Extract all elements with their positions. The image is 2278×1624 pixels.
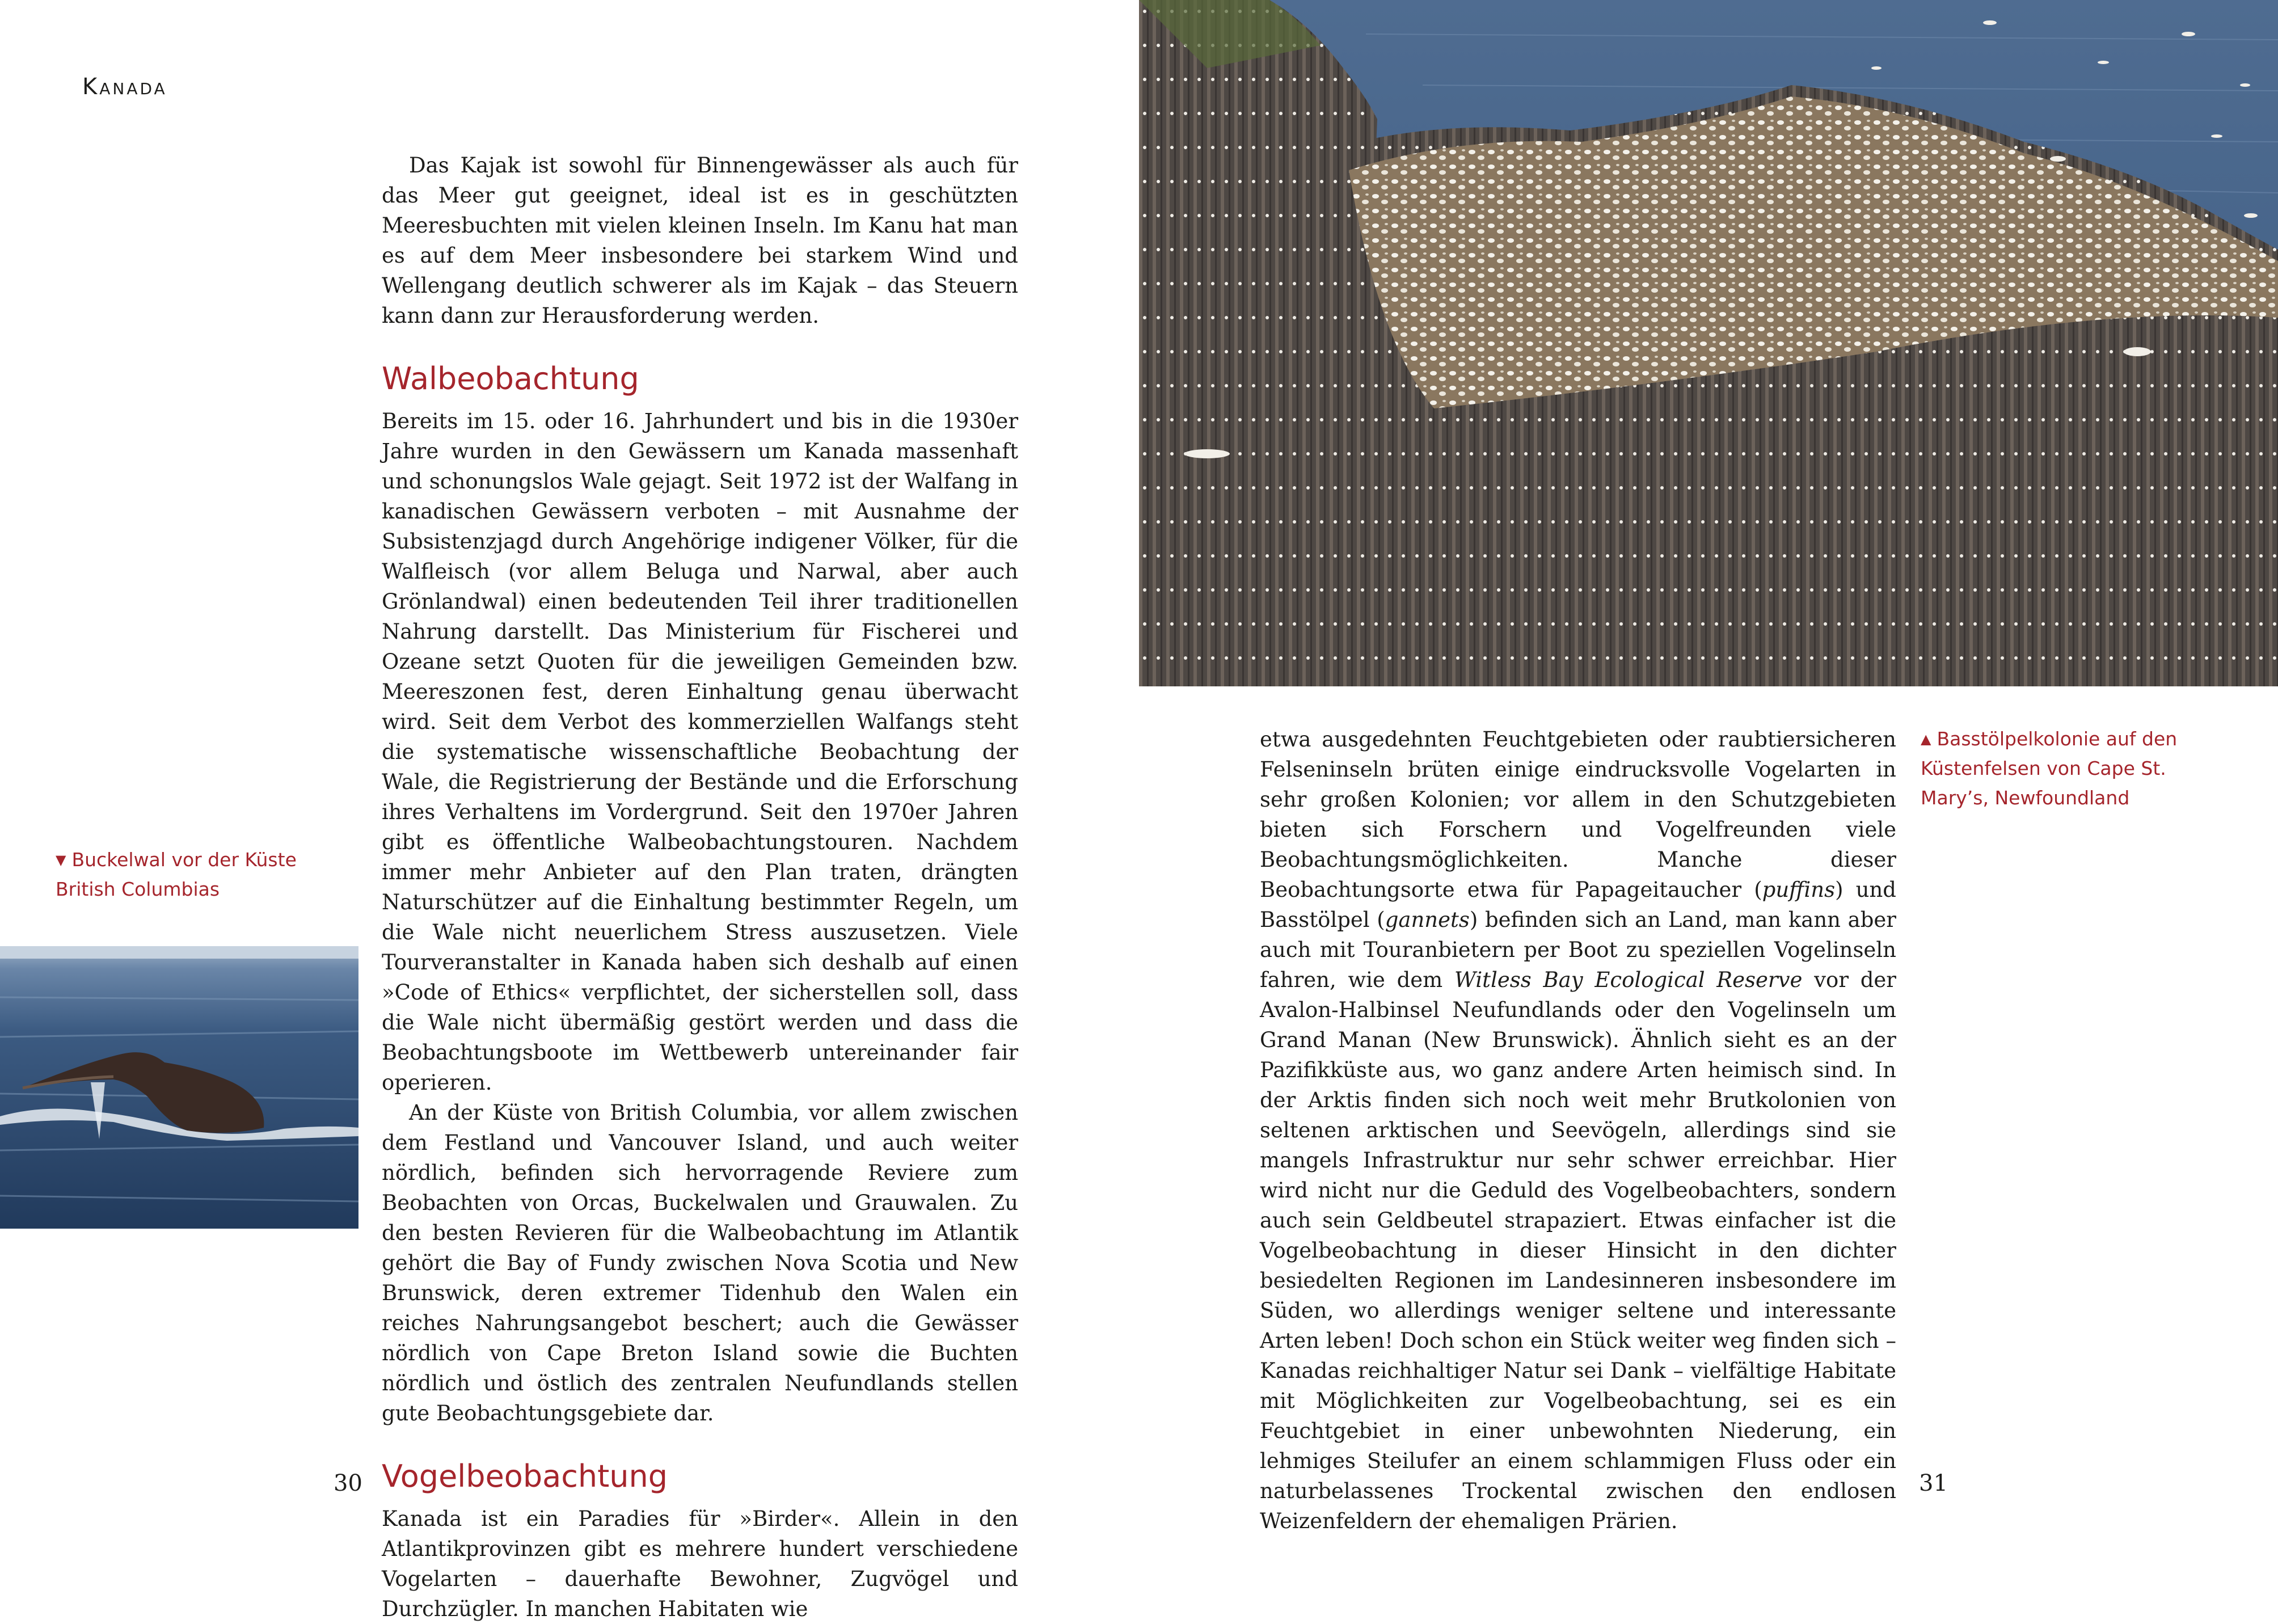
whale-paragraph-1: Bereits im 15. oder 16. Jahrhundert und bis in die 1930er Jahre wurden in den Gewässern um Kanada massenhaft und schonungslos Wale gejagt. Seit 1972 ist der Walfang in kanadischen Gewässern verboten – mit Ausnahme der Subsistenzjagd durch Angehörige indigener Völker, für die Walfleisch (vor allem Beluga und Narwal, aber auch Grönlandwal) einen bedeutenden Teil ihrer traditionellen Nahrung darstellt. Das Ministerium für Fischerei und Ozeane setzt Quoten für die jeweiligen Gemeinden bzw. Meereszonen fest, deren Einhaltung genau überwacht wird. Seit dem Verbot des kommerziellen Walfangs steht die systematische wissenschaftliche Beobachtung der Wale, die Registrierung der Bestände und die Erforschung ihres Verhaltens im Vordergrund. Seit den 1970er Jahren gibt es öffentliche Walbeobachtungstouren. Nachdem immer mehr Anbieter auf den Plan traten, drängten Naturschützer auf die Einhaltung bestimmter Regeln, um die Wale nicht neuerlichem Stress auszusetzen. Viele Tourveranstalter in Kanada haben sich deshalb auf einen »Code of Ethics« verpflichtet, der sicherstellen soll, dass die Wale nicht übermäßig gestört werden und dass die Beobachtungsboote im Wettbewerb untereinander fair operieren. — [382, 409, 1018, 1095]
gannets-term: gannets — [1385, 908, 1470, 932]
intro-paragraph: Das Kajak ist sowohl für Binnengewässer als auch für das Meer gut geeignet, ideal ist es in geschützten Meeresbuchten mit vielen kleinen Inseln. Im Kanu hat man es auf dem Meer insbesondere bei starkem Wind und Wellengang deutlich schwerer als im Kajak – das Steuern kann dann zur Herausforderung werden. — [382, 153, 1018, 328]
birds-text-part-3: ) befinden sich an Land, man kann aber auch mit Touranbietern per Boot zu speziellen Vogelinseln fahren, wie dem — [1260, 908, 1896, 992]
whale-caption-text: Buckelwal vor der Küste British Columbias — [56, 849, 297, 900]
running-head: Kanada — [82, 74, 167, 100]
birds-text-part-1: etwa ausgedehnten Feuchtgebieten oder raubtiersicheren Felseninseln brüten einige eindrucksvolle Vogelarten in sehr großen Kolonien; vor allem in den Schutzgebieten bieten sich Forschern und Vogelfreunden viele Beobachtungsmöglichkeiten. Manche dieser Beobachtungsorte etwa für Papageitaucher ( — [1260, 727, 1896, 902]
birds-text-part-4: vor der Avalon-Halbinsel Neufundlands oder den Vogelinseln um Grand Manan (New Brunswick). Ähnlich sieht es an der Pazifikküste aus, wo ganz andere Arten heimisch sind. In der Arktis finden sich noch weit mehr Brutkolonien von seltenen arktischen und Seevögeln, allerdings sind sie mangels Infrastruktur nur sehr schwer erreichbar. Hier wird nicht nur die Geduld des Vogelbeobachters, sondern auch sein Geldbeutel strapaziert. Etwas einfacher ist die Vogelbeobachtung in dieser Hinsicht in den dichter besiedelten Regionen im Landesinneren insbesondere im Süden, wo allerdings weniger seltene und interessante Arten leben! Doch schon ein Stück weiter weg finden sich – Kanadas reichhaltiger Natur sei Dank – vielfältige Habitate mit Möglichkeiten zur Vogelbeobachtung, sei es ein Feuchtgebiet in einer unbewohnten Niederung, ein lehmiges Steilufer an einem schlammigen Fluss oder ein naturbelassenes Trockental zwischen den endlosen Weizenfeldern der ehemaligen Prärien. — [1260, 968, 1896, 1533]
whale-tail-photo — [0, 946, 358, 1229]
left-text-column — [382, 150, 1018, 1624]
gannet-colony-photo — [1139, 0, 2278, 686]
reserve-name: Witless Bay Ecological Reserve — [1454, 968, 1803, 992]
right-text-column — [1260, 724, 1896, 1536]
heading-whale-watching: Walbeobachtung — [382, 361, 639, 396]
birds-paragraph-continued — [1260, 724, 1896, 1536]
caption-triangle-down-icon: ▼ — [56, 852, 66, 868]
whale-paragraph-2: An der Küste von British Columbia, vor allem zwischen dem Festland und Vancouver Island, und auch weiter nördlich, befinden sich hervorragende Reviere zum Beobachten von Orcas, Buckelwalen und Grauwalen. Zu den besten Revieren für die Walbeobachtung im Atlantik gehört die Bay of Fundy zwischen Nova Scotia und New Brunswick, deren extremer Tidenhub den Walen ein reiches Nahrungsangebot beschert; auch die Gewässer nördlich von Cape Breton Island sowie die Buchten nördlich und östlich des zentralen Neufundlands stellen gute Beobachtungsgebiete dar. — [382, 1100, 1018, 1425]
whale-photo-caption — [56, 845, 322, 904]
gannet-photo-caption — [1921, 724, 2204, 813]
birds-text-part-2: ) und Basstölpel ( — [1260, 878, 1896, 932]
heading-bird-watching: Vogelbeobachtung — [382, 1458, 668, 1494]
page-number-right: 31 — [1919, 1470, 1948, 1496]
birds-paragraph: Kanada ist ein Paradies für »Birder«. Allein in den Atlantikprovinzen gibt es mehrere hundert verschiedene Vogelarten – dauerhafte Bewohner, Zugvögel und Durchzügler. In manchen Habitaten wie — [382, 1507, 1018, 1621]
caption-triangle-up-icon: ▲ — [1921, 731, 1931, 747]
page-number-left: 30 — [334, 1470, 362, 1496]
puffins-term: puffins — [1762, 878, 1836, 902]
gannet-caption-text: Basstölpelkolonie auf den Küstenfelsen von Cape St. Mary’s, Newfoundland — [1921, 728, 2178, 809]
